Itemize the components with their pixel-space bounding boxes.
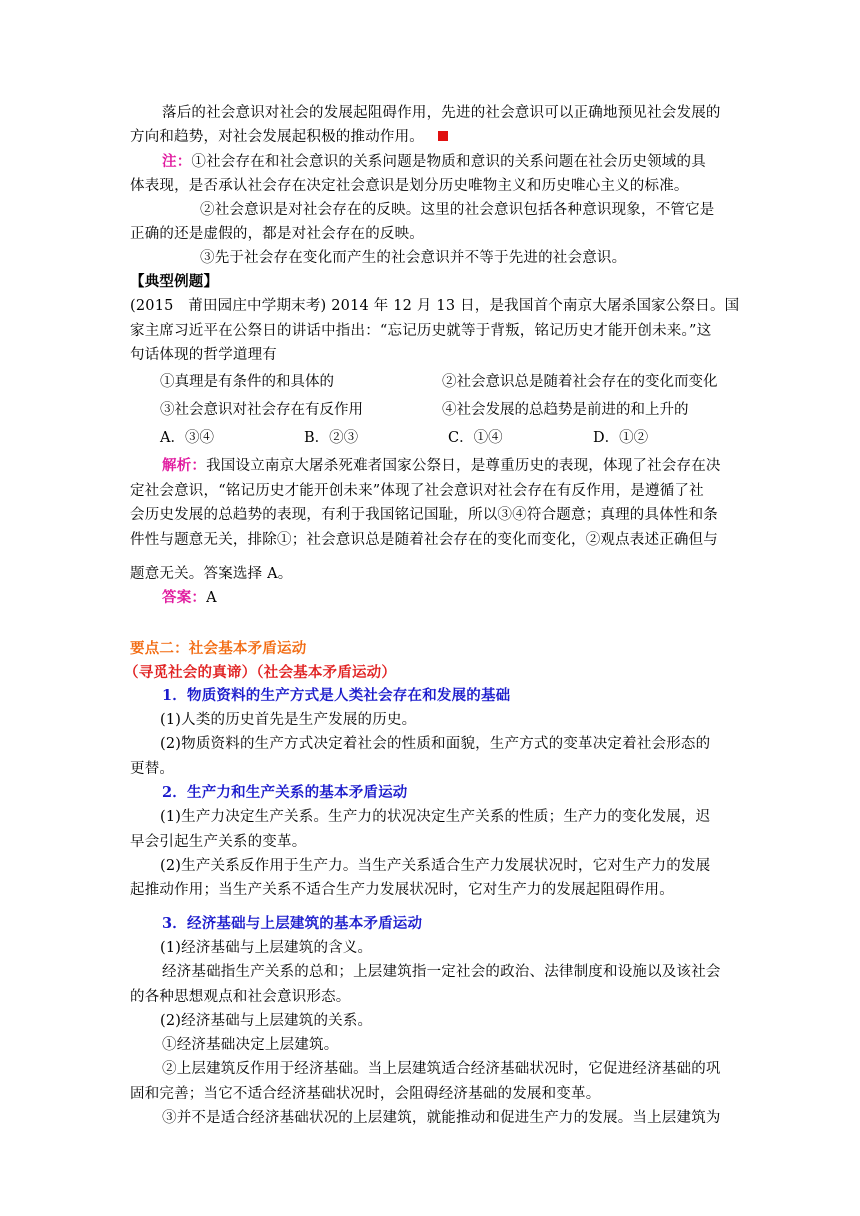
choice-d: D．①② bbox=[593, 430, 649, 446]
question-line-3: 句话体现的哲学道理有 bbox=[130, 347, 277, 363]
question-line-1: (2015 莆田园庄中学期末考) 2014 年 12 月 13 日，是我国首个南京大屠杀国家公祭日。国 bbox=[130, 298, 740, 314]
point-3-item-2-b1: ②上层建筑反作用于经济基础。当上层建筑适合经济基础状况时，它促进经济基础的巩 bbox=[162, 1061, 721, 1077]
point-1-item-1: (1)人类的历史首先是生产发展的历史。 bbox=[160, 712, 417, 728]
answer-line bbox=[162, 588, 217, 608]
point-1-item-2-a: (2)物质资料的生产方式决定着社会的性质和面貌，生产方式的变革决定着社会形态的 bbox=[160, 736, 711, 752]
intro-line-2 bbox=[130, 127, 448, 147]
note-2-a: ②社会意识是对社会存在的反映。这里的社会意识包括各种意识现象，不管它是 bbox=[200, 202, 715, 218]
point-3-item-1-b: 的各种思想观点和社会意识形态。 bbox=[130, 989, 351, 1005]
note-label: 注： bbox=[162, 153, 192, 170]
point-1-heading: 1．物质资料的生产方式是人类社会存在和发展的基础 bbox=[162, 687, 511, 704]
statement-3: ③社会意识对社会存在有反作用 bbox=[160, 402, 363, 418]
note-line-1 bbox=[162, 152, 706, 172]
point-2-item-1-b: 早会引起生产关系的变革。 bbox=[130, 834, 307, 850]
intro-line-2-text: 方向和趋势，对社会发展起积极的推动作用。 bbox=[130, 129, 424, 145]
point-3-item-2-b2: 固和完善；当它不适合经济基础状况时，会阻碍经济基础的发展和变革。 bbox=[130, 1086, 601, 1102]
section-2-heading: 要点二：社会基本矛盾运动 bbox=[130, 640, 307, 657]
example-heading: 【典型例题】 bbox=[130, 273, 219, 290]
point-2-heading: 2．生产力和生产关系的基本矛盾运动 bbox=[162, 784, 408, 801]
end-square-icon bbox=[438, 131, 448, 141]
note-3: ③先于社会存在变化而产生的社会意识并不等于先进的社会意识。 bbox=[200, 250, 627, 266]
point-2-item-1-a: (1)生产力决定生产关系。生产力的状况决定生产关系的性质；生产力的变化发展，迟 bbox=[160, 809, 711, 825]
analysis-text-1: 我国设立南京大屠杀死难者国家公祭日，是尊重历史的表现，体现了社会存在决 bbox=[206, 458, 721, 474]
point-3-item-2-c: ③并不是适合经济基础状况的上层建筑，就能推动和促进生产力的发展。当上层建筑为 bbox=[162, 1110, 721, 1126]
point-1-item-2-b: 更替。 bbox=[130, 761, 175, 777]
answer-label: 答案： bbox=[162, 589, 207, 606]
note-1-a: ①社会存在和社会意识的关系问题是物质和意识的关系问题在社会历史领域的具 bbox=[191, 154, 706, 170]
point-3-item-1-a: 经济基础指生产关系的总和；上层建筑指一定社会的政治、法律制度和设施以及该社会 bbox=[162, 964, 721, 980]
question-line-2: 家主席习近平在公祭日的讲话中指出：“忘记历史就等于背叛，铭记历史才能开创未来。”这 bbox=[130, 323, 712, 339]
analysis-line-5: 题意无关。答案选择 A。 bbox=[130, 566, 293, 582]
note-2-b: 正确的还是虚假的，都是对社会存在的反映。 bbox=[130, 226, 424, 242]
answer-value: A bbox=[206, 590, 217, 606]
analysis-line-2: 定社会意识，“铭记历史才能开创未来”体现了社会意识对社会存在有反作用，是遵循了社 bbox=[130, 483, 704, 499]
analysis-line-1 bbox=[162, 456, 721, 476]
statement-1: ①真理是有条件的和具体的 bbox=[160, 374, 334, 390]
point-2-item-2-a: (2)生产关系反作用于生产力。当生产关系适合生产力发展状况时，它对生产力的发展 bbox=[160, 858, 711, 874]
choice-a: A．③④ bbox=[160, 430, 214, 446]
point-3-item-2-a: ①经济基础决定上层建筑。 bbox=[162, 1037, 339, 1053]
statement-4: ④社会发展的总趋势是前进的和上升的 bbox=[442, 402, 689, 418]
choice-c: C．①④ bbox=[448, 430, 503, 446]
point-2-item-2-b: 起推动作用；当生产关系不适合生产力发展状况时，它对生产力的发展起阻碍作用。 bbox=[130, 882, 674, 898]
point-3-item-2: (2)经济基础与上层建筑的关系。 bbox=[160, 1013, 373, 1029]
analysis-line-4: 件性与题意无关，排除①；社会意识总是随着社会存在的变化而变化，②观点表述正确但与 bbox=[130, 532, 718, 548]
point-3-item-1: (1)经济基础与上层建筑的含义。 bbox=[160, 940, 373, 956]
point-3-heading: 3．经济基础与上层建筑的基本矛盾运动 bbox=[162, 915, 423, 932]
intro-line-1: 落后的社会意识对社会的发展起阻碍作用，先进的社会意识可以正确地预见社会发展的 bbox=[162, 105, 721, 121]
section-2-subheading: （寻觅社会的真谛）（社会基本矛盾运动） bbox=[124, 664, 397, 681]
analysis-label: 解析： bbox=[162, 457, 207, 474]
statement-2: ②社会意识总是随着社会存在的变化而变化 bbox=[442, 374, 718, 390]
choice-b: B．②③ bbox=[304, 430, 359, 446]
note-1-b: 体表现，是否承认社会存在决定社会意识是划分历史唯物主义和历史唯心主义的标准。 bbox=[130, 178, 689, 194]
analysis-line-3: 会历史发展的总趋势的表现，有利于我国铭记国耻，所以③④符合题意；真理的具体性和条 bbox=[130, 507, 718, 523]
